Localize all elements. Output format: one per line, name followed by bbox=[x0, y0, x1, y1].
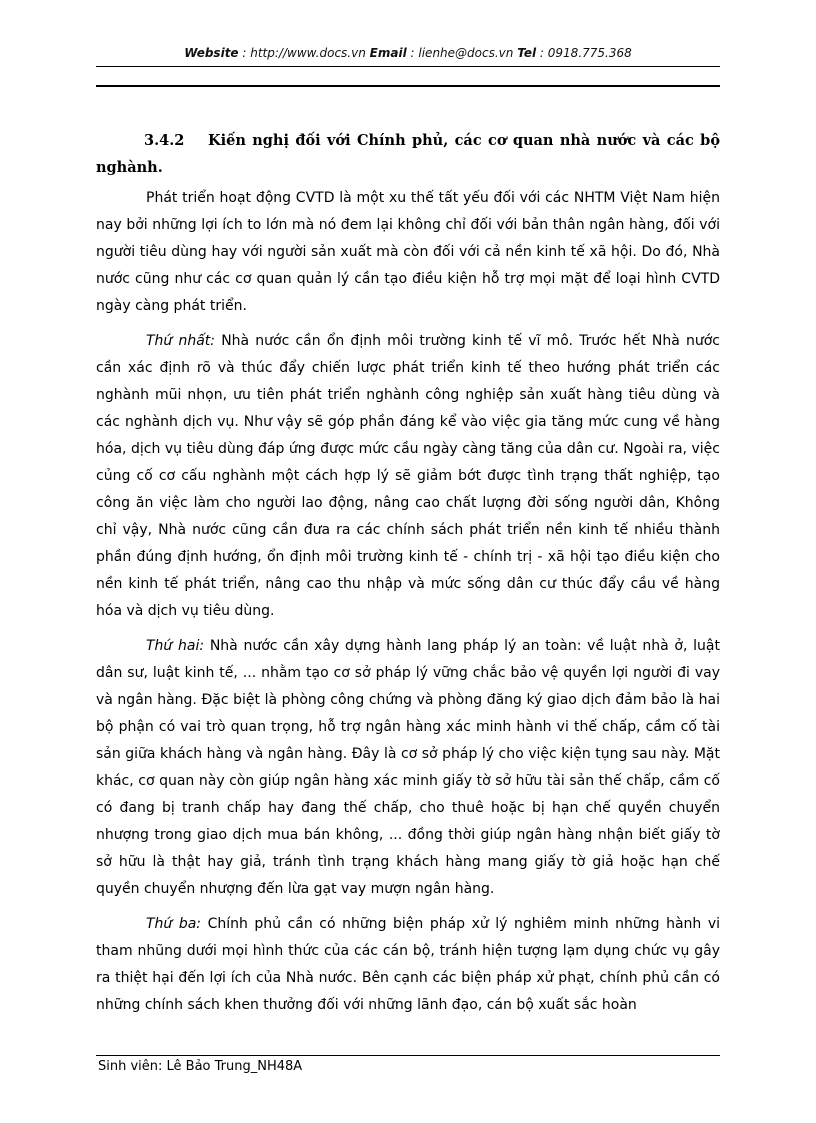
section-title: Kiến nghị đối với Chính phủ, các cơ quan nhà nước và các bộ nghành. bbox=[96, 132, 720, 176]
paragraph-lead: Thứ hai: bbox=[146, 638, 205, 654]
footer-divider bbox=[96, 1055, 720, 1056]
footer-student: Sinh viên: Lê Bảo Trung_NH48A bbox=[98, 1059, 303, 1074]
header-divider-thick bbox=[96, 85, 720, 87]
paragraph-lead: Thứ ba: bbox=[146, 916, 202, 932]
page-footer bbox=[98, 1059, 302, 1074]
paragraph-second bbox=[96, 633, 720, 903]
paragraph-text: Nhà nước cần ổn định môi trường kinh tế vĩ mô. Trước hết Nhà nước cần xác định rõ và thúc đẩy chiến lược phát triển kinh tế theo hướng phát triển các nghành mũi nhọn, ưu tiên phát triển nghành công nghiệp sản xuất hàng tiêu dùng và các nghành dịch vụ. Như vậy sẽ góp phần đáng kể vào việc gia tăng mức cung về hàng hóa, dịch vụ tiêu dùng đáp ứng được mức cầu ngày càng tăng của dân cư. Ngoài ra, việc củng cố cơ cấu nghành một cách hợp lý sẽ giảm bớt được tình trạng thất nghiệp, tạo công ăn việc làm cho người lao động, nâng cao chất lượng đời sống người dân, Không chỉ vậy, Nhà nước cũng cần đưa ra các chính sách phát triển nền kinh tế nhiều thành phần đúng định hướng, ổn định môi trường kinh tế - chính trị - xã hội tạo điều kiện cho nền kinh tế phát triển, nâng cao thu nhập và mức sống dân cư thúc đẩy cầu về hàng hóa và dịch vụ tiêu dùng. bbox=[96, 333, 720, 619]
paragraph-text: Phát triển hoạt động CVTD là một xu thế tất yếu đối với các NHTM Việt Nam hiện nay bởi những lợi ích to lớn mà nó đem lại không chỉ đối với bản thân ngân hàng, đối với người tiêu dùng hay với người sản xuất mà còn đối với cả nền kinh tế xã hội. Do đó, Nhà nước cũng như các cơ quan quản lý cần tạo điều kiện hỗ trợ mọi mặt để loại hình CVTD ngày càng phát triển. bbox=[96, 190, 720, 314]
paragraph-text: Nhà nước cần xây dựng hành lang pháp lý an toàn: về luật nhà ở, luật dân sư, luật kinh tế, ... nhằm tạo cơ sở pháp lý vững chắc bảo vệ quyền lợi người đi vay và ngân hàng. Đặc biệt là phòng công chứng và phòng đăng ký giao dịch đảm bảo là hai bộ phận có vai trò quan trọng, hỗ trợ ngân hàng xác minh hành vi thế chấp, cầm cố tài sản giữa khách hàng và ngân hàng. Đây là cơ sở pháp lý cho việc kiện tụng sau này. Mặt khác, cơ quan này còn giúp ngân hàng xác minh giấy tờ sở hữu tài sản thế chấp, cầm cố có đang bị tranh chấp hay đang thế chấp, cho thuê hoặc bị hạn chế quyền chuyển nhượng trong giao dịch mua bán không, ... đồng thời giúp ngân hàng nhận biết giấy tờ sở hữu là thật hay giả, tránh tình trạng khách hàng mang giấy tờ giả hoặc hạn chế quyền chuyển nhượng đến lừa gạt vay mượn ngân hàng. bbox=[96, 638, 720, 897]
section-heading bbox=[96, 127, 720, 181]
header-divider-thin bbox=[96, 66, 720, 67]
paragraph-third bbox=[96, 911, 720, 1019]
email-label: Email bbox=[369, 46, 407, 60]
email-value: : lienhe@docs.vn bbox=[410, 46, 514, 60]
section-number: 3.4.2 bbox=[144, 132, 185, 149]
paragraph-intro bbox=[96, 185, 720, 320]
tel-label: Tel bbox=[517, 46, 537, 60]
website-value: : http://www.docs.vn bbox=[242, 46, 366, 60]
tel-value: : 0918.775.368 bbox=[539, 46, 632, 60]
paragraph-lead: Thứ nhất: bbox=[146, 333, 216, 349]
document-body bbox=[96, 127, 720, 1027]
page-header bbox=[96, 46, 720, 60]
website-label: Website bbox=[184, 46, 239, 60]
paragraph-first bbox=[96, 328, 720, 625]
paragraph-text: Chính phủ cần có những biện pháp xử lý nghiêm minh những hành vi tham nhũng dưới mọi hình thức của các cán bộ, tránh hiện tượng lạm dụng chức vụ gây ra thiệt hại đến lợi ích của Nhà nước. Bên cạnh các biện pháp xử phạt, chính phủ cần có những chính sách khen thưởng đối với những lãnh đạo, cán bộ xuất sắc hoàn bbox=[96, 916, 720, 1013]
